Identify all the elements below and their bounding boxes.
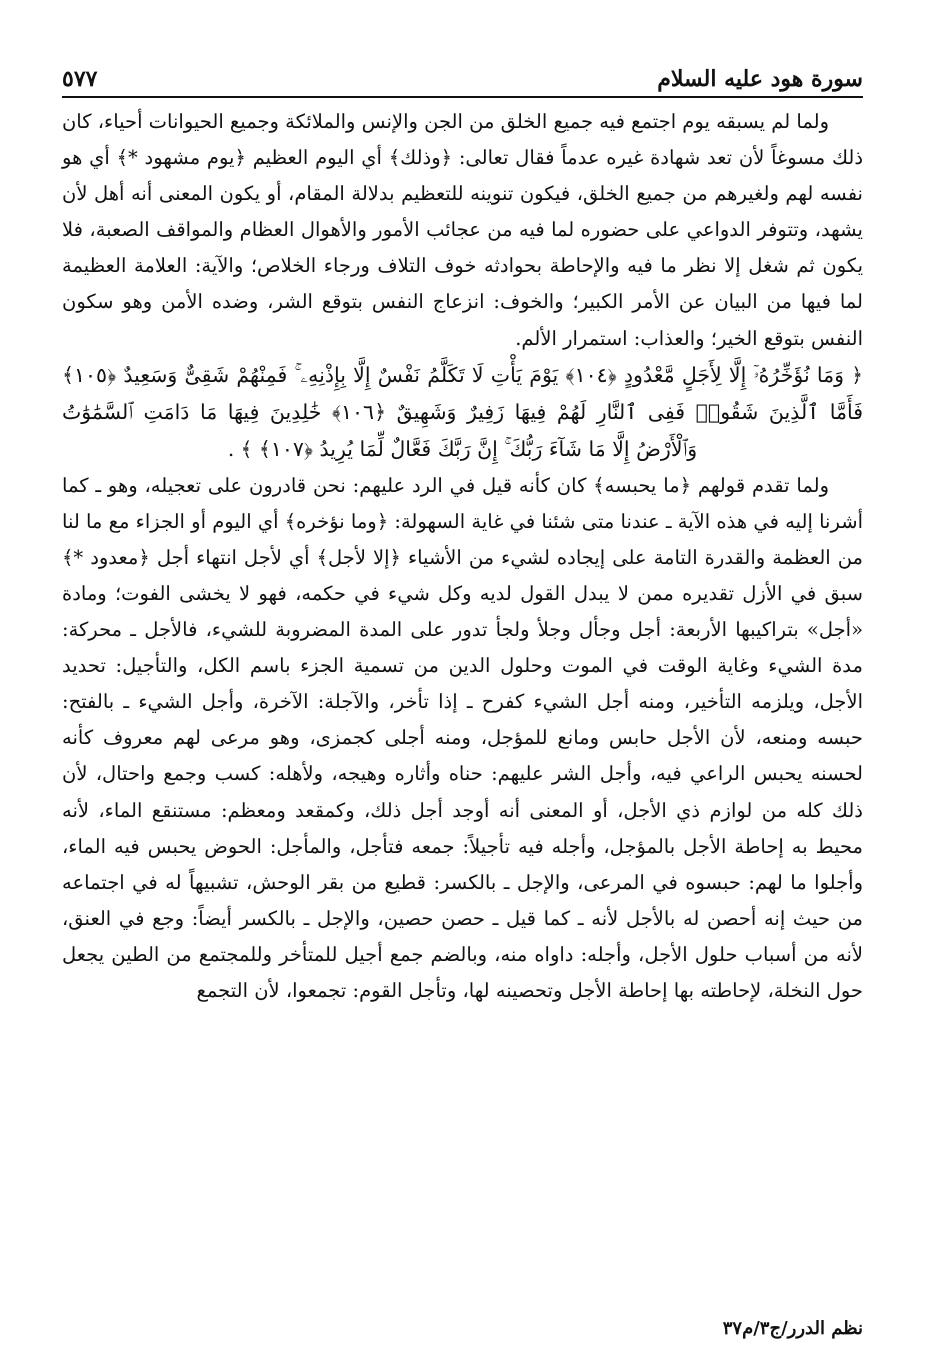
quran-verse-block [62, 357, 863, 468]
signature-mark: نظم الدرر/ج٣/م٣٧ [722, 1318, 863, 1339]
paragraph-2: ولما تقدم قولهم ﴿ما يحبسه﴾ كان كأنه قيل في الرد عليهم: نحن قادرون على تعجيله، وهو ـ كما أشرنا إليه في هذه الآية ـ عندنا متى شئنا في غاية السهولة: ﴿وما نؤخره﴾ أي اليوم أو الجزاء مع ما لنا من العظمة والقدرة التامة على إيجاده لشيء من الأشياء ﴿إلا لأجل﴾ أي لأجل انتهاء أجل ﴿معدود *﴾ سبق في الأزل تقديره ممن لا يبدل القول لديه وكل شيء في حكمه، فهو لا يخشى الفوت؛ ومادة «أجل» بتراكيبها الأربعة: أجل وجأل وجلأ ولجأ تدور على المدة المضروبة للشيء، فالأجل ـ محركة: مدة الشيء وغاية الوقت في الموت وحلول الدين من تسمية الجزء باسم الكل، والتأجيل: تحديد الأجل، ويلزمه التأخير، ومنه أجل الشيء كفرح ـ إذا تأخر، والآجلة: الآخرة، وأجل الشيء ـ بالفتح: حبسه ومنعه، لأن الأجل حابس ومانع للمؤجل، ومنه أجلى كجمزى، وهو مرعى لهم معروف كأنه لحسنه يحبس الراعي فيه، وأجل الشر عليهم: حناه وأثاره وهيجه، ولأهله: كسب وجمع واحتال، لأن ذلك كله من لوازم ذي الأجل، أو المعنى أنه أوجد أجل ذلك، وكمقعد ومعظم: مستنقع الماء، لأنه محيط به إحاطة الأجل بالمؤجل، وأجله فيه تأجيلاً: جمعه فتأجل، والمأجل: الحوض يحبس فيه الماء، وأجلوا ما لهم: حبسوه في المرعى، والإجل ـ بالكسر: قطيع من بقر الوحش، تشبيهاً له في اجتماعه من حيث إنه أحصن له بالأجل لأنه ـ كما قيل ـ حصن حصين، والإجل ـ بالكسر أيضاً: وجع في العنق، لأنه من أسباب حلول الأجل، وأجله: داواه منه، وبالضم جمع أجيل للمتأخر وللمجتمع من الطين يجعل حول النخلة، لإحاطته بها إحاطة الأجل وتحصينه لها، وتأجل القوم: تجمعوا، لأن التجمع [62, 473, 863, 1002]
quran-verse-text: وَمَا نُؤَخِّرُهُۥٓ إِلَّا لِأَجَلٍ مَّعْدُودٍ ﴿١٠٤﴾ يَوْمَ يَأْتِ لَا تَكَلَّمُ نَفْسٌ إِلَّا بِإِذْنِهِۦ ۚ فَمِنْهُمْ شَقِىٌّ وَسَعِيدٌ ﴿١٠٥﴾ فَأَمَّا ٱلَّذِينَ شَقُوا۟ فَفِى ٱلنَّارِ لَهُمْ فِيهَا زَفِيرٌ وَشَهِيقٌ ﴿١٠٦﴾ خَٰلِدِينَ فِيهَا مَا دَامَتِ ٱلسَّمَٰوَٰتُ وَٱلْأَرْضُ إِلَّا مَا شَآءَ رَبُّكَ ۚ إِنَّ رَبَّكَ فَعَّالٌ لِّمَا يُرِيدُ ﴿١٠٧﴾ [62, 362, 863, 461]
page-header [62, 58, 863, 98]
surah-title: سورة هود عليه السلام [657, 66, 863, 92]
page-number: ٥٧٧ [62, 66, 98, 92]
verse-open-bracket: ﴿ [851, 362, 863, 387]
paragraph-1: ولما لم يسبقه يوم اجتمع فيه جميع الخلق من الجن والإنس والملائكة وجميع الحيوانات أحياء، كان ذلك مسوغاً لأن تعد شهادة غيره عدماً فقال تعالى: ﴿وذلك﴾ أي اليوم العظيم ﴿يوم مشهود *﴾ أي هو نفسه لهم ولغيرهم من جميع الخلق، فيكون تنوينه للتعظيم بدلالة المقام، أو يكون المعنى أنه أهل لأن يشهد، وتتوفر الدواعي على حضوره لما فيه من عجائب الأمور والأهوال العظام والمواقف الصعبة، فلا يكون ثم شغل إلا نظر ما فيه والإحاطة بحوادثه خوف التلاف ورجاء الخلاص؛ والآية: العلامة العظيمة لما فيها من البيان عن الأمر الكبير؛ والخوف: انزعاج النفس بتوقع الشر، وضده الأمن وهو سكون النفس بتوقع الخير؛ والعذاب: استمرار الألم. [61, 110, 863, 350]
verse-close-bracket: ﴾ . [227, 436, 253, 461]
page-body [62, 104, 863, 1009]
page-footer [62, 1318, 863, 1339]
